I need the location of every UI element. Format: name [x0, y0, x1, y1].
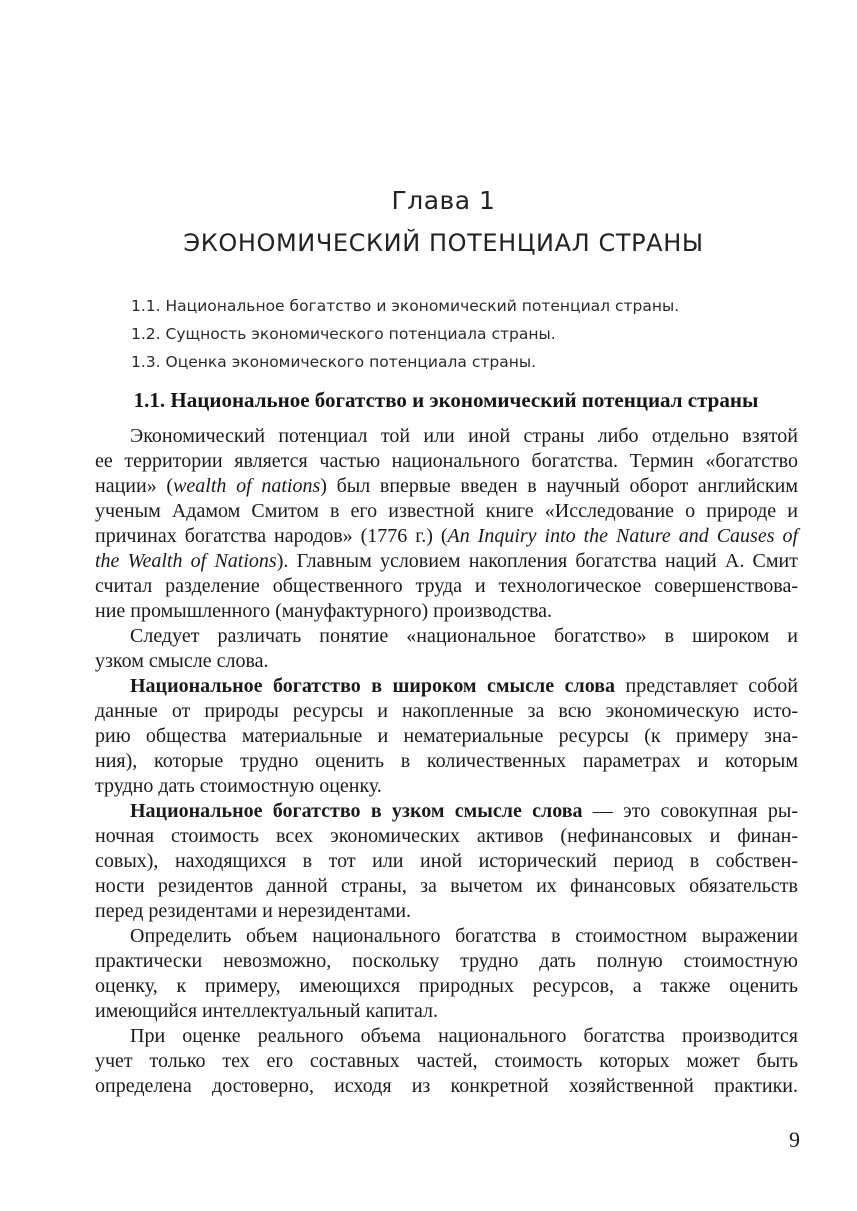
text-line: перед резидентами и нерезидентами.: [95, 900, 412, 922]
paragraph: [95, 674, 798, 799]
text-line: Экономический потенциал той или иной страны либо отдельно взятой: [130, 425, 798, 447]
text-line: оценку, к примеру, имеющихся природных ресурсов, а также оценить: [95, 975, 798, 997]
text-line: Следует различать понятие «национальное богатство» в широком и: [130, 625, 798, 647]
paragraph: [95, 799, 798, 924]
paragraph: [95, 924, 798, 1024]
page-number: 9: [789, 1127, 800, 1152]
text-line: совых), находящихся в тот или иной исторический период в собствен-: [95, 850, 798, 872]
text-line: практически невозможно, поскольку трудно дать полную стоимостную: [95, 950, 798, 972]
section-heading: 1.1. Национальное богатство и экономический потенциал страны: [133, 388, 759, 412]
paragraph: [95, 424, 798, 624]
italic-title: An Inquiry into the Nature and Causes of: [447, 525, 799, 547]
text-line: ночная стоимость всех экономических активов (нефинансовых и финан-: [95, 825, 798, 847]
text-line: учет только тех его составных частей, стоимость которых может быть: [95, 1050, 798, 1072]
chapter-label: Глава 1: [391, 186, 496, 215]
chapter-title: ЭКОНОМИЧЕСКИЙ ПОТЕНЦИАЛ СТРАНЫ: [183, 229, 704, 257]
toc-item: 1.2. Сущность экономического потенциала страны.: [131, 325, 556, 343]
text-line: ности резидентов данной страны, за вычетом их финансовых обязательств: [95, 875, 798, 897]
text-line: причинах богатства народов» (1776 г.) (An Inquiry into the Nature and Causes of: [95, 525, 799, 547]
text-line: Национальное богатство в широком смысле слова представляет собой: [130, 675, 799, 697]
text-line: ее территории является частью национального богатства. Термин «богатство: [95, 450, 798, 472]
toc-item: 1.1. Национальное богатство и экономический потенциал страны.: [131, 297, 680, 315]
text-line: Национальное богатство в узком смысле слова — это совокупная ры-: [130, 800, 798, 822]
paragraph: [95, 1024, 798, 1099]
italic-term: wealth of nations: [173, 475, 321, 497]
bold-term: Национальное богатство в широком смысле слова: [130, 675, 616, 697]
text-line: узком смысле слова.: [95, 650, 269, 672]
text-line: нации» (wealth of nations) был впервые введен в научный оборот английским: [95, 475, 798, 497]
italic-title: the Wealth of Nations: [95, 550, 277, 572]
text-line: ученым Адамом Смитом в его известной книге «Исследование о природе и: [95, 500, 798, 522]
text-line: ния), которые трудно оценить в количественных параметрах и которым: [95, 750, 798, 772]
text-line: the Wealth of Nations). Главным условием накопления богатства наций А. Смит: [95, 550, 798, 572]
text-line: При оценке реального объема национального богатства производится: [130, 1025, 798, 1047]
body-text: [95, 424, 798, 1099]
text-line: Определить объем национального богатства в стоимостном выражении: [130, 925, 798, 947]
text-line: имеющийся интеллектуальный капитал.: [95, 1000, 439, 1022]
chapter-contents: [131, 292, 791, 376]
text-line: данные от природы ресурсы и накопленные за всю экономическую исто-: [95, 700, 798, 722]
paragraph: [95, 624, 798, 674]
toc-item: 1.3. Оценка экономического потенциала страны.: [131, 353, 537, 371]
text-line: определена достоверно, исходя из конкретной хозяйственной практики.: [95, 1075, 798, 1097]
bold-term: Национальное богатство в узком смысле слова: [130, 800, 583, 822]
text-line: рию общества материальные и нематериальные ресурсы (к примеру зна-: [95, 725, 798, 747]
text-line: считал разделение общественного труда и технологическое совершенствова-: [95, 575, 798, 597]
text-line: трудно дать стоимостную оценку.: [95, 775, 382, 797]
text-line: ние промышленного (мануфактурного) производства.: [95, 600, 553, 622]
